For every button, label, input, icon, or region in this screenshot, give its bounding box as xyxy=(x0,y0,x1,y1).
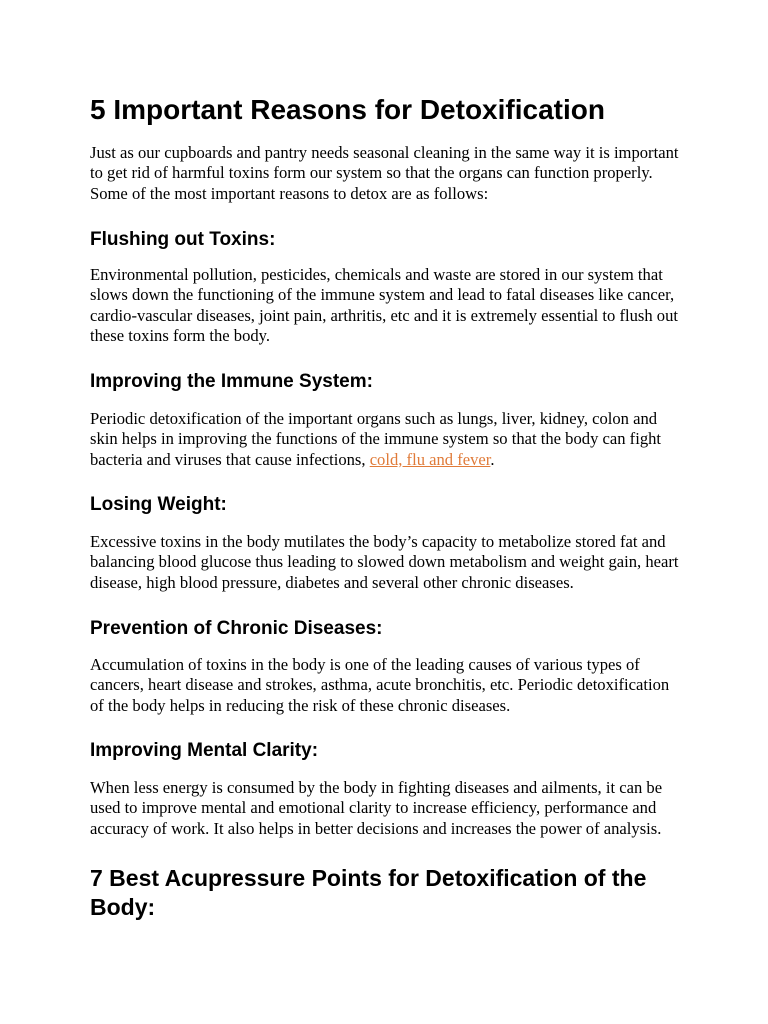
section-body-losing-weight: Excessive toxins in the body mutilates the body’s capacity to metabolize stored fat and balancing blood glucose thus leading to slowed down metabolism and weight gain, heart disease, high blood pressure, diabetes and several other chronic diseases. xyxy=(90,532,679,592)
section-heading-mental-clarity: Improving Mental Clarity: xyxy=(90,740,319,761)
section-body-mental-clarity: When less energy is consumed by the body in fighting diseases and ailments, it can be used to improve mental and emotional clarity to increase efficiency, performance and accuracy of work. It also helps in better decisions and increases the power of analysis. xyxy=(90,778,663,838)
immune-body-end: . xyxy=(490,449,495,469)
section-heading-losing-weight: Losing Weight: xyxy=(90,494,227,515)
section-heading-immune-system: Improving the Immune System: xyxy=(90,371,373,392)
section-heading-flushing-toxins: Flushing out Toxins: xyxy=(90,229,276,250)
section-heading-chronic-diseases: Prevention of Chronic Diseases: xyxy=(90,618,383,639)
page-title: 5 Important Reasons for Detoxification xyxy=(90,94,605,125)
cold-flu-fever-link[interactable]: cold, flu and fever xyxy=(369,449,491,469)
intro-paragraph: Just as our cupboards and pantry needs seasonal cleaning in the same way it is important to get rid of harmful toxins form our system so that the organs can function properly. Some of the most important reasons to detox are as follows: xyxy=(90,143,679,203)
section-body-immune-system xyxy=(90,409,680,470)
immune-body-text: Periodic detoxification of the important organs such as lungs, liver, kidney, colon and skin helps in improving the functions of the immune system so that the body can fight bacteria and viruses that cause infections, xyxy=(90,409,662,469)
next-section-title: 7 Best Acupressure Points for Detoxification of the Body: xyxy=(90,865,647,920)
section-body-chronic-diseases: Accumulation of toxins in the body is one of the leading causes of various types of cancers, heart disease and strokes, asthma, acute bronchitis, etc. Periodic detoxification of the body helps in reducing the risk of these chronic diseases. xyxy=(90,655,670,715)
section-body-flushing-toxins: Environmental pollution, pesticides, chemicals and waste are stored in our system that slows down the functioning of the immune system and lead to fatal diseases like cancer, cardio-vascular diseases, joint pain, arthritis, etc and it is extremely essential to flush out these toxins form the body. xyxy=(90,265,678,345)
